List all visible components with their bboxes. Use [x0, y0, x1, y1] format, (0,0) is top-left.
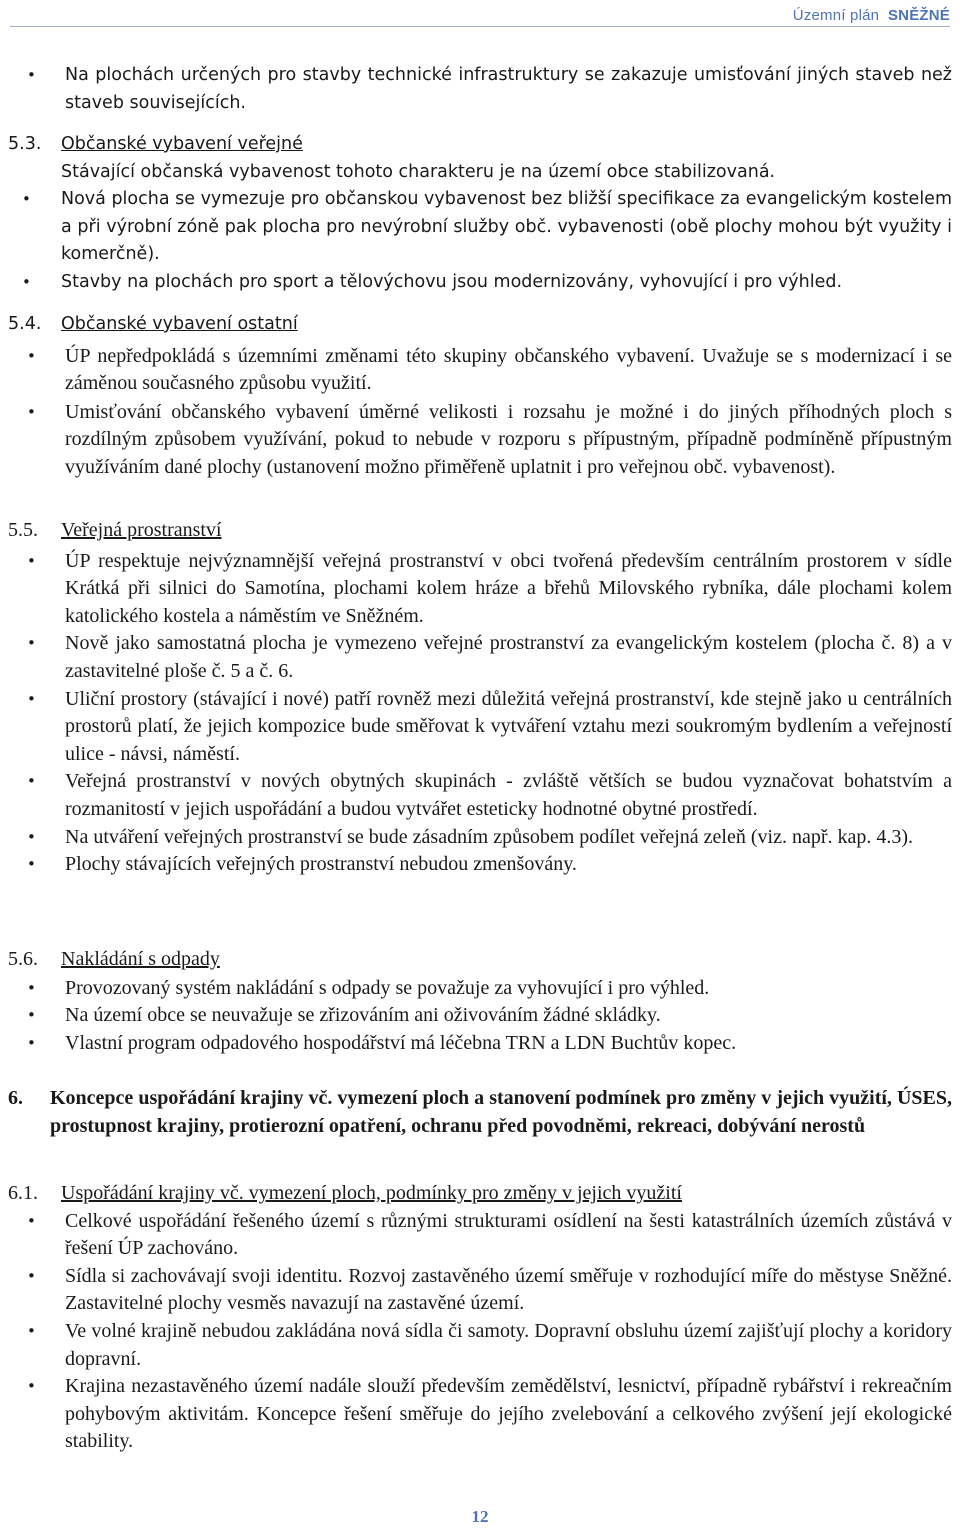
section-number: 5.6.: [8, 948, 38, 970]
section-title: Uspořádání krajiny vč. vymezení ploch, podmínky pro změny v jejich využití: [61, 1182, 682, 1204]
section-title: Občanské vybavení ostatní: [61, 314, 298, 334]
page-number: 12: [471, 1507, 489, 1526]
section-6-1: [8, 1180, 952, 1456]
section-title: Občanské vybavení veřejné: [61, 134, 303, 154]
section-5-4: [8, 311, 952, 482]
chapter-number: 6.: [8, 1087, 23, 1109]
section-5-6: [8, 946, 952, 1057]
list-item: • Nově jako samostatná plocha je vymezeno veřejné prostranství za evangelickým kostelem (plocha č. 8) a v zastavitelné ploše č. 5 a č. 6.: [8, 630, 952, 685]
list-item: • Ve volné krajině nebudou zakládána nová sídla či samoty. Dopravní obsluhu území zajišťují plochy a koridory dopravní.: [8, 1318, 952, 1373]
list-item: • Nová plocha se vymezuje pro občanskou vybavenost bez bližší specifikace za evangelickým kostelem a při výrobní zóně pak plocha pro nevýrobní služby obč. vybavenosti (obě plochy mohou být využity i komerčně).: [8, 186, 952, 269]
list-item: • Krajina nezastavěného území nadále slouží především zemědělství, lesnictví, případně rybářství i rekreačním pohybovým aktivitám. Koncepce řešení směřuje do jejího zvelebování a celkového zvýšení její ekologické stability.: [8, 1373, 952, 1456]
list-item: • ÚP nepředpokládá s územními změnami této skupiny občanského vybavení. Uvažuje se s modernizací i se záměnou současného způsobu využití.: [8, 343, 952, 398]
header-prefix: Územní plán: [792, 7, 880, 24]
section-title: Nakládání s odpady: [61, 948, 220, 970]
section-5-3: [8, 131, 952, 297]
list-item: • ÚP respektuje nejvýznamnější veřejná prostranství v obci tvořená především centrálním prostorem v sídle Krátká při silnici do Samotína, plochami kolem hráze a břehů Milovského rybníka, dále plochami kolem katolického kostela a náměstím ve Sněžném.: [8, 548, 952, 631]
section-number: 5.3.: [8, 134, 42, 154]
chapter-heading: [8, 1085, 952, 1140]
list-item: • Sídla si zachovávají svoji identitu. Rozvoj zastavěného území směřuje v rozhodující míře do městyse Sněžné. Zastavitelné plochy vesměs navazují na zastavěné území.: [8, 1263, 952, 1318]
list-item: • Plochy stávajících veřejných prostranství nebudou zmenšovány.: [8, 851, 952, 879]
header-title: [793, 2, 950, 30]
list-item: • Na utváření veřejných prostranství se bude zásadním způsobem podílet veřejná zeleň (viz. např. kap. 4.3).: [8, 824, 952, 852]
section-heading: [8, 946, 952, 974]
header-place: SNĚŽNÉ: [887, 7, 950, 24]
section-lead: Stávající občanská vybavenost tohoto charakteru je na území obce stabilizovaná.: [61, 161, 776, 182]
section-title: Veřejná prostranství: [61, 519, 222, 541]
section-number: 5.5.: [8, 519, 38, 541]
section-heading: [8, 517, 952, 545]
section-heading: [8, 131, 952, 159]
list-item: • Uliční prostory (stávající i nové) patří rovněž mezi důležitá veřejná prostranství, kde stejně jako u centrálních prostorů platí, že jejich kompozice bude směřovat k vytváření vztahu mezi soukromým bydlením a veřejností ulice - návsi, náměstí.: [8, 686, 952, 769]
section-heading: [8, 1180, 952, 1208]
list-item: • Celkové uspořádání řešeného území s různými strukturami osídlení na šesti katastrálních územích zůstává v řešení ÚP zachováno.: [8, 1208, 952, 1263]
intro-block: [8, 62, 952, 117]
list-item: • Stavby na plochách pro sport a tělovýchovu jsou modernizovány, vyhovující i pro výhled.: [8, 269, 952, 297]
section-5-5: [8, 517, 952, 879]
list-item: • Na území obce se neuvažuje se zřizováním ani oživováním žádné skládky.: [8, 1002, 952, 1030]
list-item: • Na plochách určených pro stavby technické infrastruktury se zakazuje umisťování jiných staveb než staveb souvisejících.: [8, 62, 952, 117]
list-item: • Umisťování občanského vybavení úměrné velikosti i rozsahu je možné i do jiných příhodných ploch s rozdílným způsobem využívání, pokud to nebude v rozporu s přípustným, případně podmíněně přípustným využíváním dané plochy (ustanovení možno přiměřeně uplatnit i pro veřejnou obč. vybavenost).: [8, 399, 952, 482]
section-number: 5.4.: [8, 314, 42, 334]
list-item: • Vlastní program odpadového hospodářství má léčebna TRN a LDN Buchtův kopec.: [8, 1030, 952, 1058]
section-heading: [8, 311, 952, 339]
page-header: [10, 0, 950, 27]
list-item: • Provozovaný systém nakládání s odpady se považuje za vyhovující i pro výhled.: [8, 975, 952, 1003]
chapter-6: [8, 1085, 952, 1140]
section-number: 6.1.: [8, 1182, 38, 1204]
list-item: • Veřejná prostranství v nových obytných skupinách - zvláště větších se budou vyznačovat bohatstvím a rozmanitostí v jejich uspořádání a budou vytvářet esteticky hodnotné obytné prostředí.: [8, 768, 952, 823]
chapter-title: Koncepce uspořádání krajiny vč. vymezení ploch a stanovení podmínek pro změny v jejich využití, ÚSES, prostupnost krajiny, protierozní opatření, ochranu před povodněmi, rekreaci, dobývání nerostů: [50, 1087, 952, 1137]
